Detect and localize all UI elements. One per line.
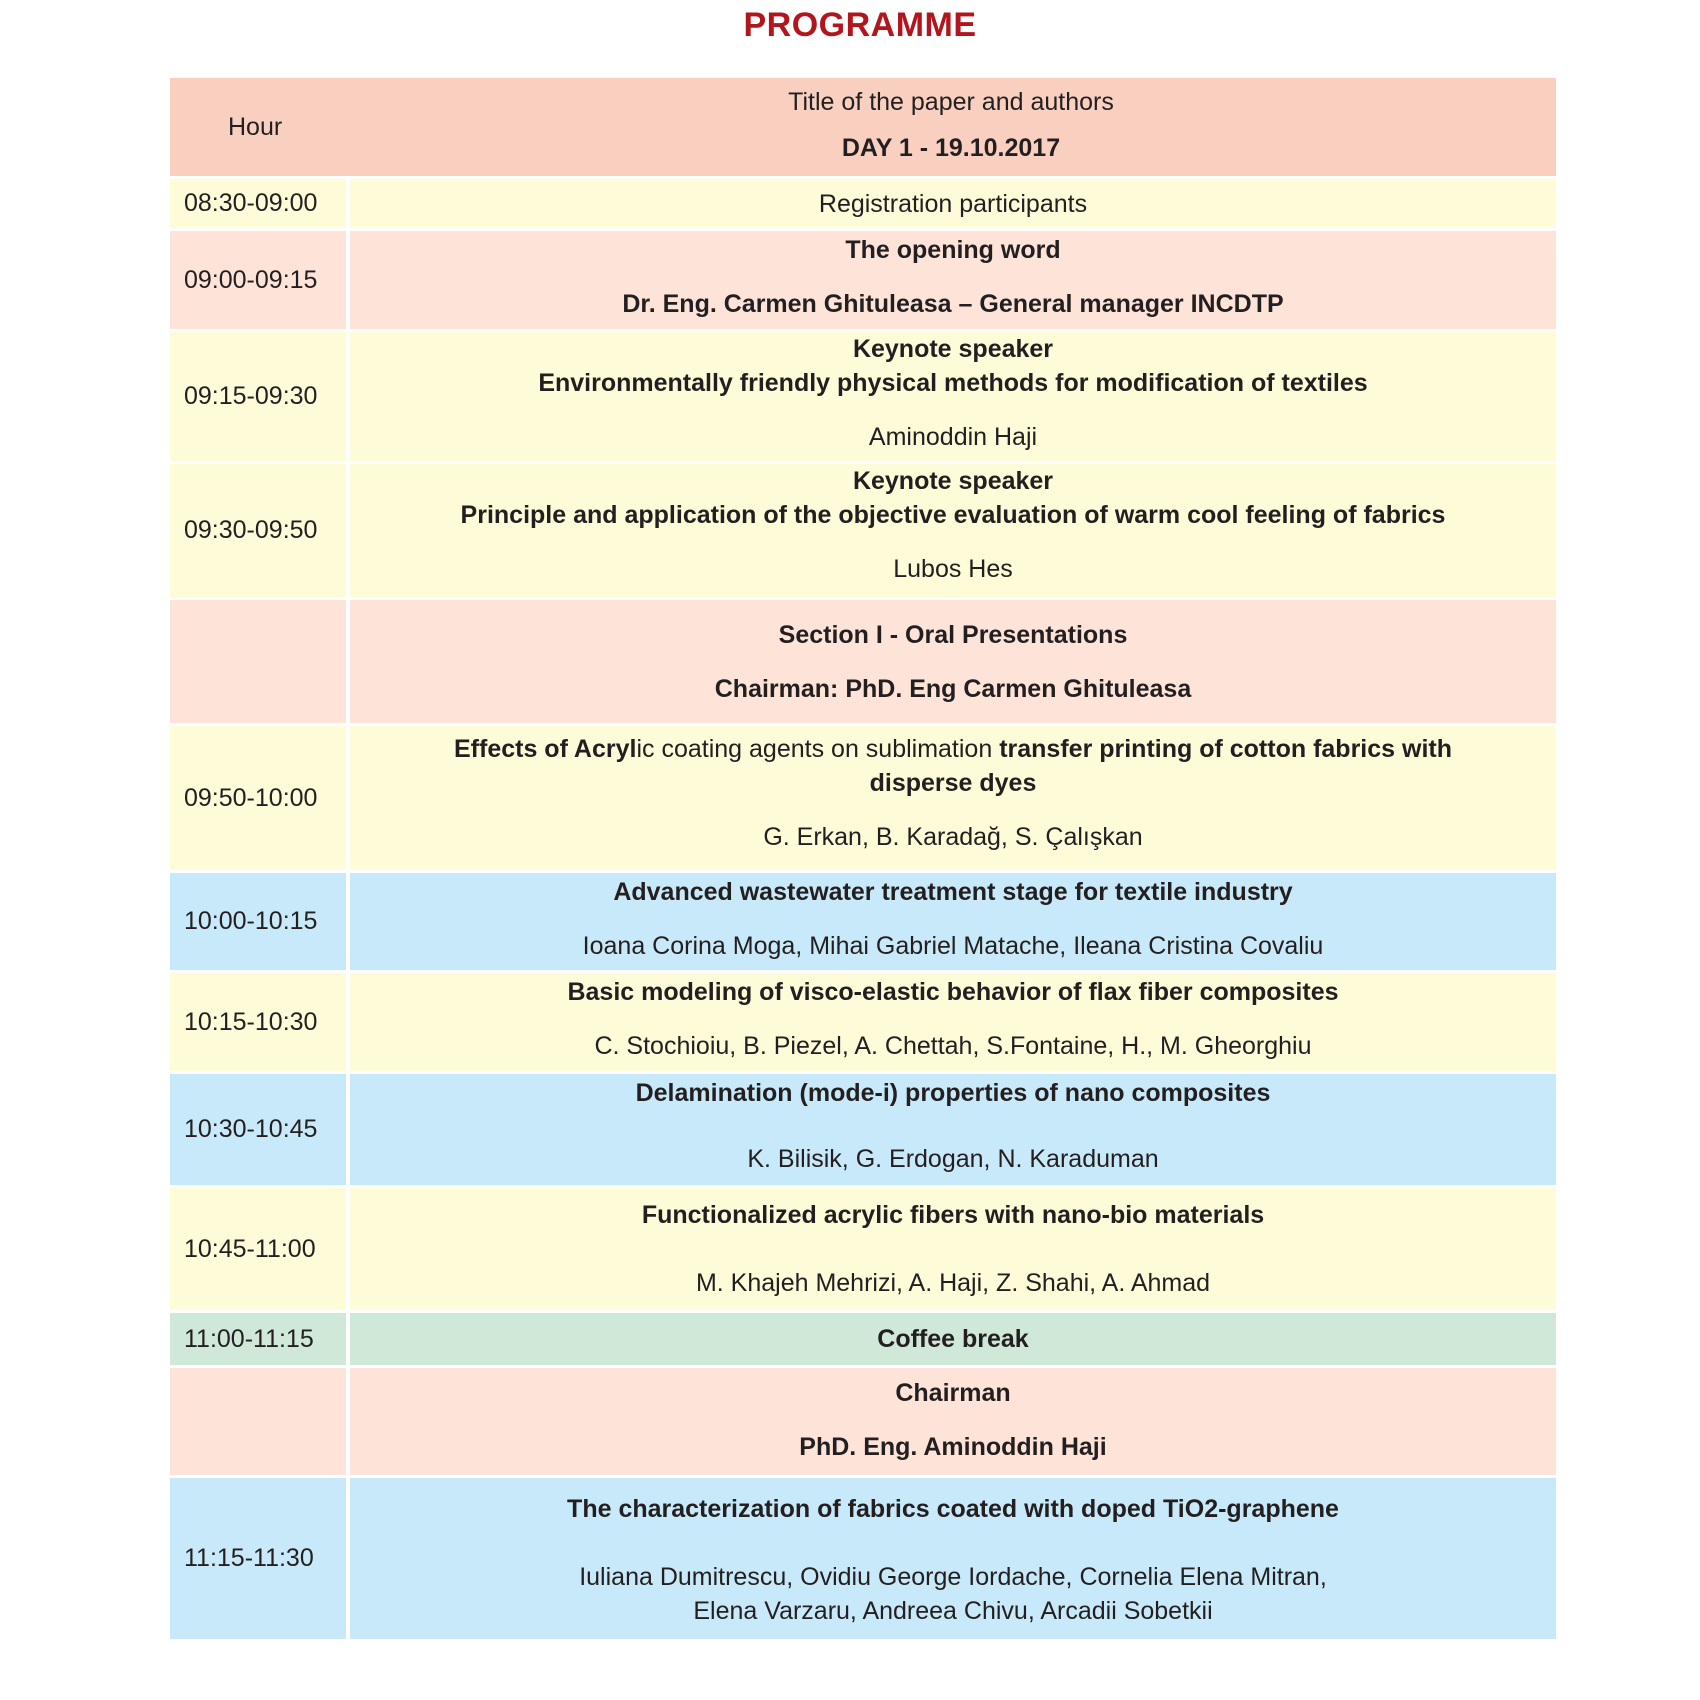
section-title: Section I - Oral Presentations (778, 620, 1128, 649)
row-title-part: Effects of Acryl (454, 735, 637, 763)
row-text: Registration participants (818, 189, 1088, 218)
table-row (170, 231, 1556, 329)
row-hour (170, 600, 346, 723)
row-authors: M. Khajeh Mehrizi, A. Haji, Z. Shahi, A. Ahmad (695, 1269, 1211, 1297)
row-hour: 09:30-09:50 (184, 516, 318, 544)
header-title-cell (346, 78, 1556, 176)
table-row (170, 1478, 1556, 1639)
table-row (170, 1313, 1556, 1365)
table-row (170, 179, 1556, 228)
coffee-break-label: Coffee break (877, 1325, 1029, 1353)
title-header: Title of the paper and authors (788, 88, 1114, 116)
row-hour: 11:00-11:15 (184, 1324, 314, 1353)
table-row (170, 332, 1556, 461)
table-row (170, 1188, 1556, 1310)
row-title: Environmentally friendly physical methods for modification of textiles (538, 369, 1368, 397)
row-hour: 10:30-10:45 (184, 1115, 318, 1143)
row-hour: 10:00-10:15 (184, 907, 318, 935)
row-authors: C. Stochioiu, B. Piezel, A. Chettah, S.Fontaine, H., M. Gheorghiu (594, 1032, 1312, 1060)
day-label: DAY 1 - 19.10.2017 (841, 134, 1061, 162)
row-content (350, 1478, 1556, 1639)
row-hour: 09:15-09:30 (184, 382, 318, 410)
row-title: The opening word (845, 236, 1061, 264)
row-authors: Iuliana Dumitrescu, Ovidiu George Iordache, Cornelia Elena Mitran, (579, 1563, 1327, 1591)
row-content (350, 973, 1556, 1071)
row-content (350, 873, 1556, 970)
table-header (170, 78, 1556, 176)
row-title: Advanced wastewater treatment stage for textile industry (613, 878, 1293, 906)
row-content (350, 1188, 1556, 1310)
row-content (350, 332, 1556, 461)
hour-header: Hour (228, 112, 283, 141)
row-hour (170, 1368, 346, 1475)
row-title-part: disperse dyes (869, 769, 1037, 797)
row-title-part: transfer printing of cotton fabrics with (999, 735, 1452, 763)
row-title: Principle and application of the objective evaluation of warm cool feeling of fabrics (460, 501, 1446, 529)
row-title: Functionalized acrylic fibers with nano-bio materials (641, 1201, 1265, 1229)
row-content (350, 231, 1556, 329)
row-hour: 10:15-10:30 (184, 1007, 318, 1036)
row-content (350, 1074, 1556, 1185)
row-title-part: ic coating agents on sublimation (636, 735, 993, 763)
row-title: Basic modeling of visco-elastic behavior of flax fiber composites (567, 978, 1339, 1006)
row-title: Delamination (mode-i) properties of nano composites (635, 1079, 1271, 1107)
section-row (170, 600, 1556, 723)
row-authors: Lubos Hes (893, 555, 1013, 583)
row-authors: Aminoddin Haji (868, 423, 1038, 451)
row-hour: 08:30-09:00 (184, 189, 318, 217)
row-hour: 10:45-11:00 (184, 1234, 316, 1263)
programme-table (170, 78, 1556, 1642)
section-chair: PhD. Eng. Aminoddin Haji (799, 1433, 1107, 1461)
row-content (350, 179, 1556, 228)
table-row (170, 464, 1556, 597)
row-speaker: Dr. Eng. Carmen Ghituleasa – General manager INCDTP (622, 290, 1284, 318)
row-hour: 09:00-09:15 (184, 265, 318, 294)
row-content (350, 1313, 1556, 1365)
table-row (170, 973, 1556, 1071)
row-authors: G. Erkan, B. Karadağ, S. Çalışkan (763, 823, 1143, 851)
table-row (170, 873, 1556, 970)
row-title: The characterization of fabrics coated with doped TiO2-graphene (567, 1495, 1339, 1523)
row-label: Keynote speaker (852, 467, 1054, 495)
row-content (350, 1368, 1556, 1475)
table-row (170, 1074, 1556, 1185)
page-title: PROGRAMME (743, 6, 977, 44)
row-title (454, 732, 1452, 766)
row-content (350, 726, 1556, 870)
section-chair: Chairman: PhD. Eng Carmen Ghituleasa (714, 674, 1192, 703)
table-row (170, 726, 1556, 870)
section-row (170, 1368, 1556, 1475)
section-title: Chairman (895, 1379, 1011, 1407)
row-authors: Ioana Corina Moga, Mihai Gabriel Matache, Ileana Cristina Covaliu (582, 932, 1324, 960)
row-content (350, 600, 1556, 723)
row-content (350, 464, 1556, 597)
row-hour: 11:15-11:30 (184, 1544, 314, 1572)
row-authors: K. Bilisik, G. Erdogan, N. Karaduman (747, 1145, 1159, 1173)
row-label: Keynote speaker (852, 335, 1054, 363)
row-hour: 09:50-10:00 (184, 783, 318, 812)
row-authors: Elena Varzaru, Andreea Chivu, Arcadii Sobetkii (693, 1597, 1213, 1625)
